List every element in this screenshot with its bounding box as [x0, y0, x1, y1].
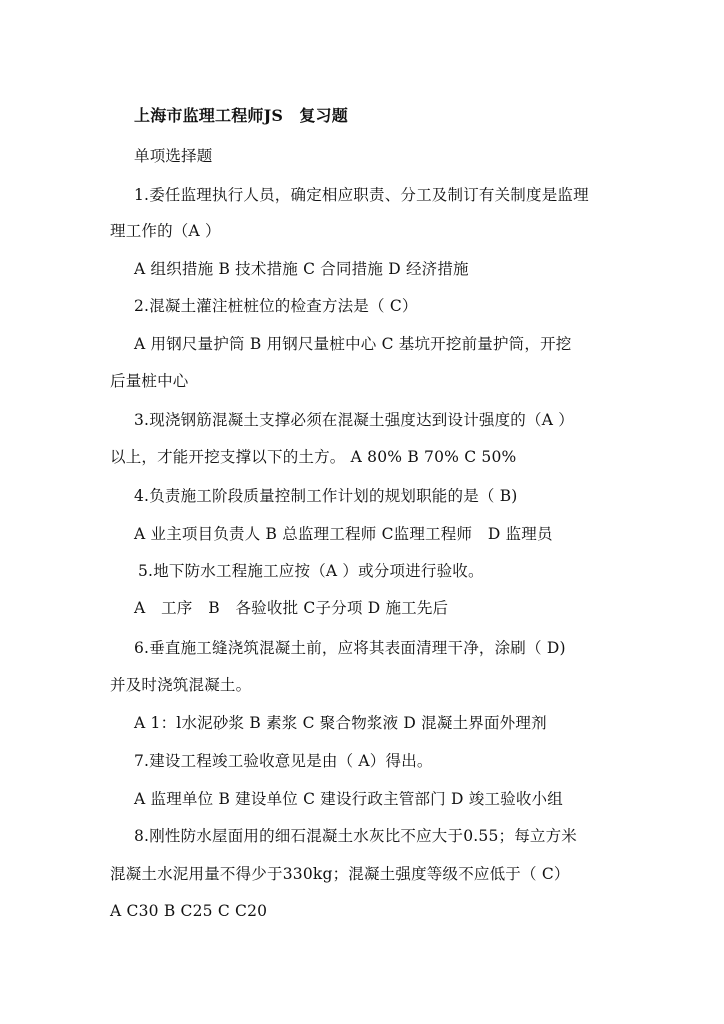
question-1-line-1: 1.委任监理执行人员，确定相应职责、分工及制订有关制度是监理 — [134, 186, 589, 204]
document-title: 上海市监理工程师JS 复习题 — [134, 106, 348, 125]
question-6-line-1: 6.垂直施工缝浇筑混凝土前，应将其表面清理干净，涂刷（ D) — [134, 639, 566, 657]
question-2-options-line-1: A 用钢尺量护筒 B 用钢尺量桩中心 C 基坑开挖前量护筒，开挖 — [134, 335, 572, 353]
question-1-options: A 组织措施 B 技术措施 C 合同措施 D 经济措施 — [134, 260, 469, 278]
question-6-options: A 1：l水泥砂浆 B 素浆 C 聚合物浆液 D 混凝土界面外理剂 — [134, 714, 547, 732]
question-5-options: A 工序 B 各验收批 C子分项 D 施工先后 — [134, 599, 449, 617]
question-7: 7.建设工程竣工验收意见是由（ A）得出。 — [134, 752, 433, 770]
question-5: 5.地下防水工程施工应按（A ）或分项进行验收。 — [138, 562, 484, 580]
question-3-line-2: 以上，才能开挖支撑以下的土方。 A 80% B 70% C 50% — [110, 448, 517, 466]
question-7-options: A 监理单位 B 建设单位 C 建设行政主管部门 D 竣工验收小组 — [134, 790, 563, 808]
question-2-options-line-2: 后量桩中心 — [110, 372, 189, 390]
question-4-options: A 业主项目负责人 B 总监理工程师 C监理工程师 D 监理员 — [134, 525, 553, 543]
section-heading: 单项选择题 — [134, 147, 213, 165]
question-2: 2.混凝土灌注桩桩位的检查方法是（ C） — [134, 297, 418, 315]
question-8-options: A C30 B C25 C C20 — [110, 902, 268, 920]
question-4: 4.负责施工阶段质量控制工作计划的规划职能的是（ B) — [134, 487, 518, 505]
question-1-line-2: 理工作的（A ） — [110, 222, 221, 240]
question-6-line-2: 并及时浇筑混凝土。 — [110, 676, 252, 694]
question-8-line-1: 8.刚性防水屋面用的细石混凝土水灰比不应大于0.55；每立方米 — [134, 827, 578, 845]
question-3-line-1: 3.现浇钢筋混凝土支撑必须在混凝土强度达到设计强度的（A ） — [134, 411, 574, 429]
question-8-line-2: 混凝土水泥用量不得少于330kg；混凝土强度等级不应低于（ C） — [110, 865, 570, 883]
